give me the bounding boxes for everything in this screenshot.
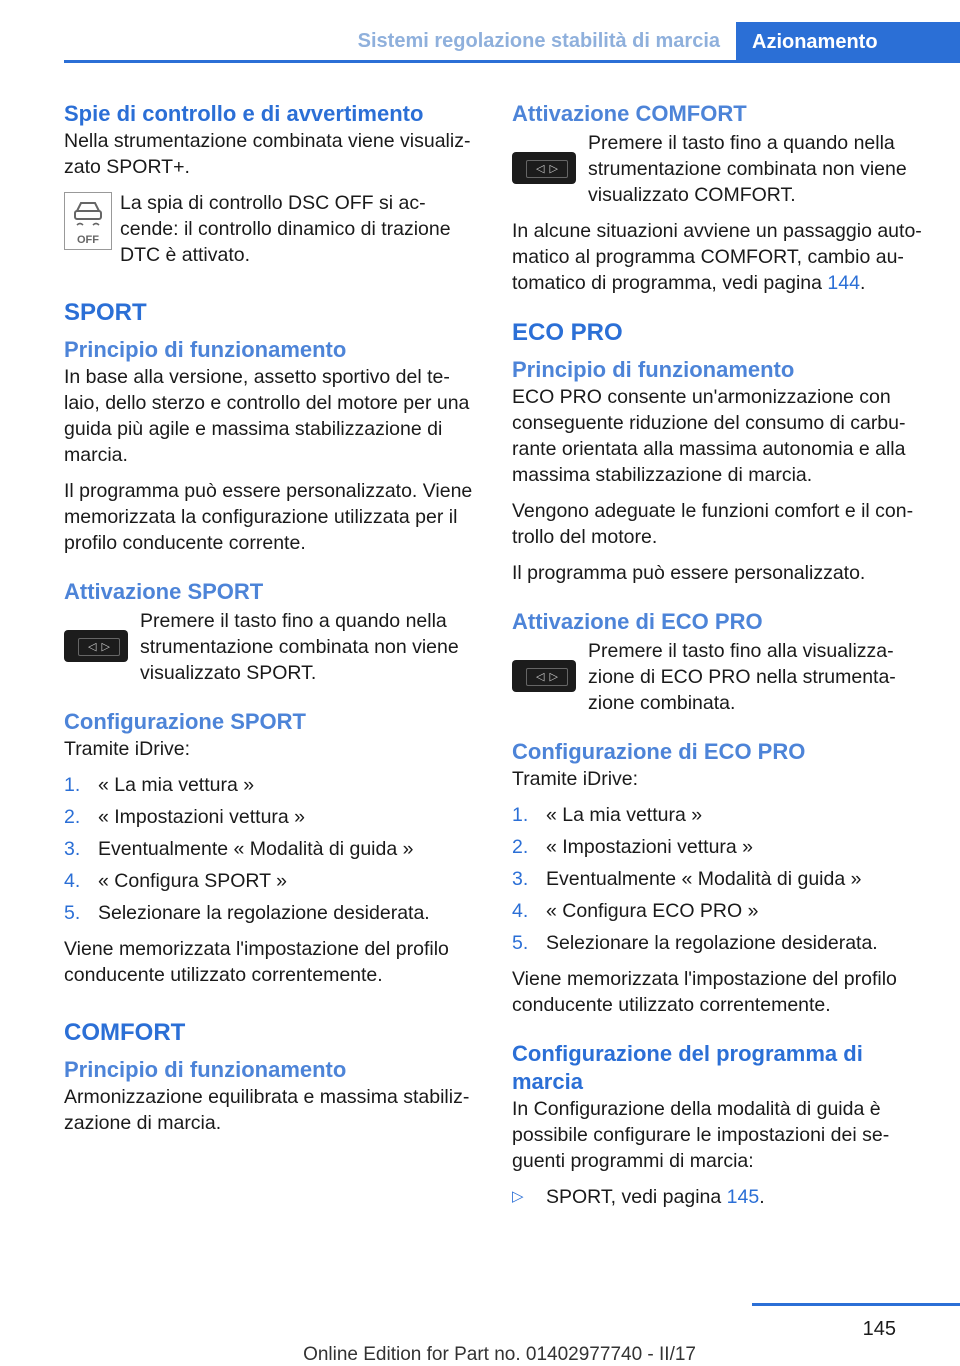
sport-activation-row xyxy=(64,608,484,686)
list-item: 2. « Impostazioni vettura » xyxy=(512,836,754,858)
sport-config-intro: Tramite iDrive: xyxy=(64,738,191,760)
dsc-off-row xyxy=(64,190,484,268)
list-item: 3. Eventualmente « Modalità di guida » xyxy=(512,868,862,890)
dsc-off-icon-label: OFF xyxy=(77,234,99,246)
list-item: 5. Selezionare la regolazione desiderata. xyxy=(64,902,430,924)
comfort-principle-heading: Principio di funzionamento xyxy=(64,1057,347,1082)
eco-principle-text: ECO PRO consente un'armonizzazione con conseguente riduzione del consumo di carbu-rante orientata alla massima autonomia e alla massima stabilizzazione di marcia. xyxy=(512,386,906,486)
comfort-auto-text: In alcune situazioni avviene un passaggio auto-matico al programma COMFORT, cambio au-tomatico di programma, vedi pagina 144. xyxy=(512,220,922,294)
eco-pro-heading: ECO PRO xyxy=(512,319,623,346)
program-config-text: In Configurazione della modalità di guida è possibile configurare le impostazioni dei se-guenti programmi di marcia: xyxy=(512,1098,890,1172)
driving-mode-button-icon xyxy=(512,660,576,692)
running-header-chapter-tab: Azionamento xyxy=(736,22,960,63)
comfort-principle-text: Armonizzazione equilibrata e massima stabiliz-zazione di marcia. xyxy=(64,1086,470,1134)
eco-config-heading: Configurazione di ECO PRO xyxy=(512,739,806,764)
warning-lights-text: Nella strumentazione combinata viene visualiz-zato SPORT+. xyxy=(64,130,471,178)
eco-principle-heading: Principio di funzionamento xyxy=(512,357,795,382)
comfort-activation-text: Premere il tasto fino a quando nella strumentazione combinata non viene visualizzato COMFORT. xyxy=(588,132,907,206)
header-rule xyxy=(64,60,960,63)
list-item: 4. « Configura ECO PRO » xyxy=(512,900,759,922)
footer-rule xyxy=(752,1303,960,1306)
eco-activation-heading: Attivazione di ECO PRO xyxy=(512,609,763,634)
list-item: 4. « Configura SPORT » xyxy=(64,870,287,892)
eco-custom-text: Il programma può essere personalizzato. xyxy=(512,562,866,584)
left-column xyxy=(64,100,484,1146)
arrow-right-icon: ▷ xyxy=(101,641,110,653)
list-item: 1. « La mia vettura » xyxy=(64,774,255,796)
sport-activation-text: Premere il tasto fino a quando nella strumentazione combinata non viene visualizzato SPORT. xyxy=(140,610,459,684)
eco-activation-text: Premere il tasto fino alla visualizza-zione di ECO PRO nella strumenta-zione combinata. xyxy=(588,640,896,714)
list-item: 5. Selezionare la regolazione desiderata. xyxy=(512,932,878,954)
sport-principle-heading: Principio di funzionamento xyxy=(64,337,347,362)
list-item: 1. « La mia vettura » xyxy=(512,804,703,826)
driving-mode-button-icon xyxy=(512,152,576,184)
eco-activation-row xyxy=(512,638,932,716)
sport-principle-text: In base alla versione, assetto sportivo del te-laio, dello sterzo e controllo del motore per una guida più agile e massima stabilizzazione di marcia. xyxy=(64,366,470,466)
sport-activation-heading: Attivazione SPORT xyxy=(64,579,264,604)
running-header-section: Sistemi regolazione stabilità di marcia xyxy=(357,30,720,52)
edition-note: Online Edition for Part no. 01402977740 - II/17 xyxy=(303,1344,696,1365)
page-link-144[interactable]: 144 xyxy=(827,272,860,294)
comfort-heading: COMFORT xyxy=(64,1019,186,1046)
warning-lights-heading: Spie di controllo e di avvertimento xyxy=(64,101,424,126)
arrow-left-icon: ◁ xyxy=(88,641,97,653)
sport-config-heading: Configurazione SPORT xyxy=(64,709,306,734)
eco-config-intro: Tramite iDrive: xyxy=(512,768,639,790)
arrow-left-icon: ◁ xyxy=(536,671,545,683)
program-config-heading: Configurazione del programma di marcia xyxy=(512,1041,863,1094)
eco-steps-list xyxy=(512,802,932,956)
right-column xyxy=(512,100,932,1210)
page-number: 145 xyxy=(862,1318,896,1340)
arrow-left-icon: ◁ xyxy=(536,163,545,175)
page-link-145[interactable]: 145 xyxy=(726,1186,760,1208)
list-item: 2. « Impostazioni vettura » xyxy=(64,806,306,828)
bullet-triangle-icon: ▷ xyxy=(512,1188,524,1205)
comfort-activation-heading: Attivazione COMFORT xyxy=(512,101,747,126)
list-item: ▷ SPORT, vedi pagina 145. xyxy=(512,1186,765,1208)
sport-config-note: Viene memorizzata l'impostazione del profilo conducente utilizzato correntemente. xyxy=(64,938,449,986)
sport-custom-text: Il programma può essere personalizzato. Viene memorizzata la configurazione utilizzata per il profilo conducente corrente. xyxy=(64,480,473,554)
sport-heading: SPORT xyxy=(64,299,147,326)
list-item: 3. Eventualmente « Modalità di guida » xyxy=(64,838,414,860)
comfort-activation-row xyxy=(512,130,932,208)
dsc-off-warning-icon xyxy=(64,192,112,250)
driving-mode-button-icon xyxy=(64,630,128,662)
arrow-right-icon: ▷ xyxy=(549,671,558,683)
eco-config-note: Viene memorizzata l'impostazione del profilo conducente utilizzato correntemente. xyxy=(512,968,897,1016)
dsc-off-text: La spia di controllo DSC OFF si ac-cende: il controllo dinamico di trazione DTC è attivato. xyxy=(120,192,451,266)
arrow-right-icon: ▷ xyxy=(549,163,558,175)
sport-steps-list xyxy=(64,772,484,926)
eco-adjust-text: Vengono adeguate le funzioni comfort e il con-trollo del motore. xyxy=(512,500,914,548)
